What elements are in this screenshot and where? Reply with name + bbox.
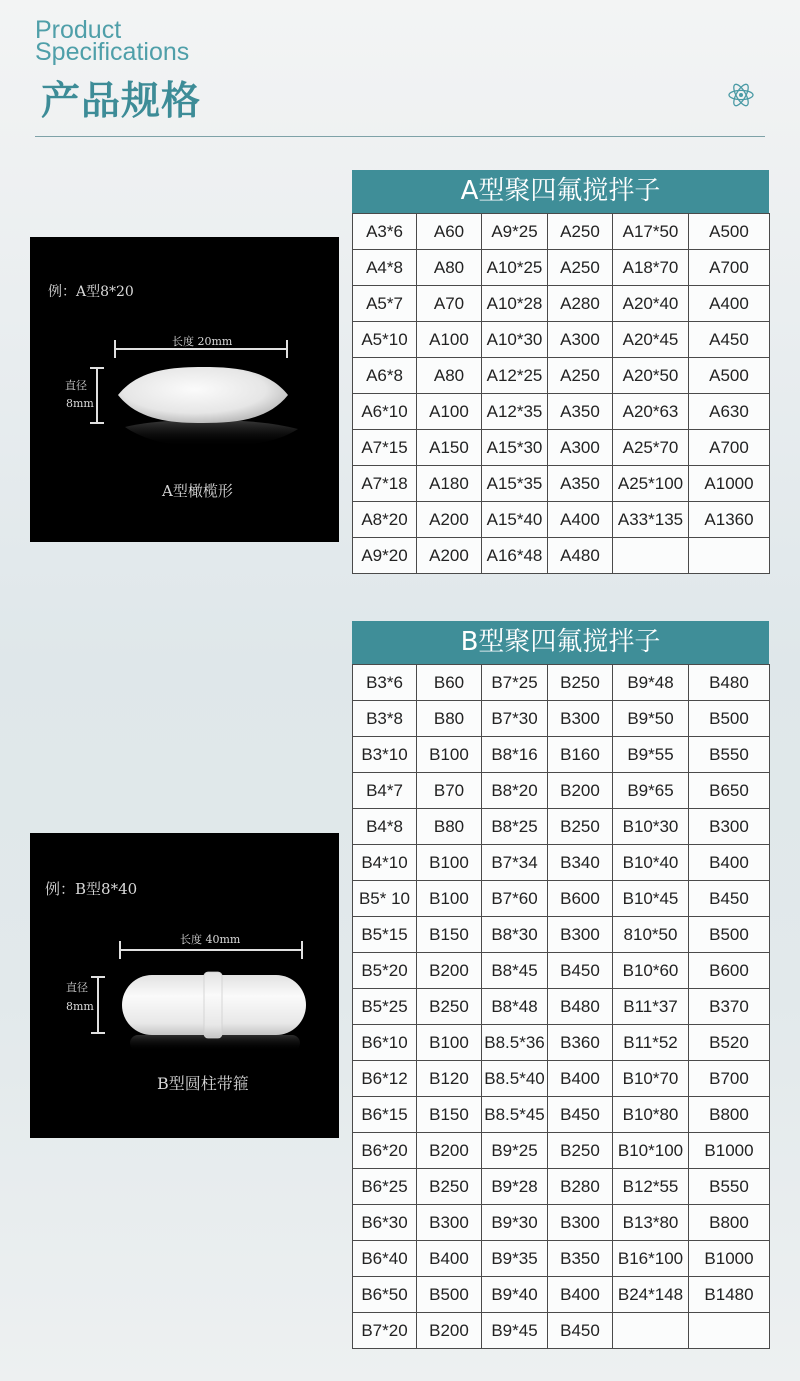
model-code-cell: A400 bbox=[689, 286, 770, 322]
size-cell: B6*12 bbox=[353, 1061, 417, 1097]
size-cell: B10*100 bbox=[613, 1133, 689, 1169]
model-code-cell: B550 bbox=[689, 1169, 770, 1205]
table-row bbox=[353, 737, 770, 773]
model-code-cell: B250 bbox=[548, 809, 613, 845]
model-code-cell: B480 bbox=[689, 665, 770, 701]
spec-grid bbox=[352, 664, 770, 1349]
model-code-cell: B400 bbox=[548, 1061, 613, 1097]
model-code-cell: B100 bbox=[417, 881, 482, 917]
empty-cell bbox=[613, 538, 689, 574]
model-code-cell: A100 bbox=[417, 394, 482, 430]
empty-cell bbox=[689, 538, 770, 574]
size-cell: B6*20 bbox=[353, 1133, 417, 1169]
model-code-cell: B450 bbox=[689, 881, 770, 917]
size-cell: B7*60 bbox=[482, 881, 548, 917]
table-row bbox=[353, 845, 770, 881]
size-cell: B9*48 bbox=[613, 665, 689, 701]
size-cell: A25*100 bbox=[613, 466, 689, 502]
model-code-cell: A500 bbox=[689, 214, 770, 250]
size-cell: B5*15 bbox=[353, 917, 417, 953]
size-cell: A18*70 bbox=[613, 250, 689, 286]
model-code-cell: B80 bbox=[417, 809, 482, 845]
atom-icon bbox=[726, 80, 756, 110]
size-cell: B7*34 bbox=[482, 845, 548, 881]
diameter-label: 直径 bbox=[65, 379, 87, 392]
stir-bar-band bbox=[204, 972, 222, 1038]
model-code-cell: A200 bbox=[417, 538, 482, 574]
table-row bbox=[353, 322, 770, 358]
model-code-cell: B550 bbox=[689, 737, 770, 773]
size-cell: A5*7 bbox=[353, 286, 417, 322]
size-cell: B4*10 bbox=[353, 845, 417, 881]
header-divider bbox=[35, 136, 765, 137]
model-code-cell: B1480 bbox=[689, 1277, 770, 1313]
model-code-cell: A630 bbox=[689, 394, 770, 430]
table-title: A型聚四氟搅拌子 bbox=[352, 170, 769, 213]
size-cell: B9*30 bbox=[482, 1205, 548, 1241]
model-code-cell: B200 bbox=[417, 953, 482, 989]
model-code-cell: A250 bbox=[548, 214, 613, 250]
size-cell: B8*16 bbox=[482, 737, 548, 773]
size-cell: B7*30 bbox=[482, 701, 548, 737]
table-row bbox=[353, 1277, 770, 1313]
size-cell: B5*25 bbox=[353, 989, 417, 1025]
table-row bbox=[353, 989, 770, 1025]
size-cell: B8*25 bbox=[482, 809, 548, 845]
size-cell: A4*8 bbox=[353, 250, 417, 286]
size-cell: B6*25 bbox=[353, 1169, 417, 1205]
table-row bbox=[353, 1313, 770, 1349]
size-cell: A20*40 bbox=[613, 286, 689, 322]
table-row bbox=[353, 250, 770, 286]
size-cell: B9*50 bbox=[613, 701, 689, 737]
table-row bbox=[353, 1061, 770, 1097]
model-code-cell: B70 bbox=[417, 773, 482, 809]
model-code-cell: A1000 bbox=[689, 466, 770, 502]
size-cell: B9*28 bbox=[482, 1169, 548, 1205]
size-cell: B8*30 bbox=[482, 917, 548, 953]
model-code-cell: B500 bbox=[689, 917, 770, 953]
size-cell: B9*35 bbox=[482, 1241, 548, 1277]
size-cell: B7*25 bbox=[482, 665, 548, 701]
model-code-cell: A400 bbox=[548, 502, 613, 538]
model-code-cell: B160 bbox=[548, 737, 613, 773]
size-cell: B6*15 bbox=[353, 1097, 417, 1133]
model-code-cell: B350 bbox=[548, 1241, 613, 1277]
size-cell: B8*48 bbox=[482, 989, 548, 1025]
title-en-line1: Product bbox=[35, 16, 122, 44]
model-code-cell: B520 bbox=[689, 1025, 770, 1061]
size-cell: B10*60 bbox=[613, 953, 689, 989]
model-code-cell: B500 bbox=[689, 701, 770, 737]
model-code-cell: B370 bbox=[689, 989, 770, 1025]
table-row bbox=[353, 358, 770, 394]
table-row bbox=[353, 809, 770, 845]
model-code-cell: A70 bbox=[417, 286, 482, 322]
b-type-spec-table bbox=[352, 621, 769, 1349]
model-code-cell: A250 bbox=[548, 250, 613, 286]
model-code-cell: A700 bbox=[689, 430, 770, 466]
size-cell: B13*80 bbox=[613, 1205, 689, 1241]
model-code-cell: B1000 bbox=[689, 1133, 770, 1169]
shape-caption: B型圆柱带箍 bbox=[157, 1074, 249, 1093]
a-type-product-photo bbox=[30, 237, 339, 542]
model-code-cell: B400 bbox=[548, 1277, 613, 1313]
size-cell: B10*70 bbox=[613, 1061, 689, 1097]
model-code-cell: B450 bbox=[548, 1097, 613, 1133]
size-cell: B3*6 bbox=[353, 665, 417, 701]
model-code-cell: A1360 bbox=[689, 502, 770, 538]
size-cell: B7*20 bbox=[353, 1313, 417, 1349]
model-code-cell: B250 bbox=[417, 989, 482, 1025]
size-cell: B16*100 bbox=[613, 1241, 689, 1277]
size-cell: A10*30 bbox=[482, 322, 548, 358]
size-cell: A16*48 bbox=[482, 538, 548, 574]
size-cell: A25*70 bbox=[613, 430, 689, 466]
size-cell: B6*10 bbox=[353, 1025, 417, 1061]
model-code-cell: B800 bbox=[689, 1097, 770, 1133]
size-cell: B8*20 bbox=[482, 773, 548, 809]
size-cell: B11*37 bbox=[613, 989, 689, 1025]
table-row bbox=[353, 466, 770, 502]
size-cell: A8*20 bbox=[353, 502, 417, 538]
model-code-cell: B200 bbox=[417, 1133, 482, 1169]
model-code-cell: A200 bbox=[417, 502, 482, 538]
model-code-cell: B200 bbox=[417, 1313, 482, 1349]
model-code-cell: A80 bbox=[417, 358, 482, 394]
size-cell: A20*50 bbox=[613, 358, 689, 394]
size-cell: A20*63 bbox=[613, 394, 689, 430]
empty-cell bbox=[613, 1313, 689, 1349]
model-code-cell: B100 bbox=[417, 1025, 482, 1061]
size-cell: B12*55 bbox=[613, 1169, 689, 1205]
size-cell: B10*40 bbox=[613, 845, 689, 881]
model-code-cell: B700 bbox=[689, 1061, 770, 1097]
size-cell: A7*15 bbox=[353, 430, 417, 466]
table-row bbox=[353, 953, 770, 989]
size-cell: B6*40 bbox=[353, 1241, 417, 1277]
size-cell: A10*28 bbox=[482, 286, 548, 322]
size-cell: 810*50 bbox=[613, 917, 689, 953]
b-type-product-photo bbox=[30, 833, 339, 1138]
model-code-cell: B600 bbox=[689, 953, 770, 989]
model-code-cell: A300 bbox=[548, 430, 613, 466]
size-cell: B24*148 bbox=[613, 1277, 689, 1313]
table-row bbox=[353, 773, 770, 809]
size-cell: B8.5*45 bbox=[482, 1097, 548, 1133]
size-cell: B4*7 bbox=[353, 773, 417, 809]
model-code-cell: B340 bbox=[548, 845, 613, 881]
model-code-cell: A100 bbox=[417, 322, 482, 358]
size-cell: B3*8 bbox=[353, 701, 417, 737]
size-cell: A9*25 bbox=[482, 214, 548, 250]
size-cell: B5* 10 bbox=[353, 881, 417, 917]
size-cell: A6*8 bbox=[353, 358, 417, 394]
model-code-cell: A280 bbox=[548, 286, 613, 322]
diameter-value: 8mm bbox=[66, 397, 94, 410]
model-code-cell: B250 bbox=[417, 1169, 482, 1205]
model-code-cell: A180 bbox=[417, 466, 482, 502]
table-title: B型聚四氟搅拌子 bbox=[352, 621, 769, 664]
empty-cell bbox=[689, 1313, 770, 1349]
spec-grid-body bbox=[353, 214, 770, 574]
model-code-cell: B100 bbox=[417, 845, 482, 881]
size-cell: B8*45 bbox=[482, 953, 548, 989]
size-cell: B10*45 bbox=[613, 881, 689, 917]
model-code-cell: B250 bbox=[548, 1133, 613, 1169]
spec-grid bbox=[352, 213, 770, 574]
table-row bbox=[353, 394, 770, 430]
table-row bbox=[353, 665, 770, 701]
diameter-label: 直径 bbox=[66, 981, 88, 994]
model-code-cell: B200 bbox=[548, 773, 613, 809]
model-code-cell: A500 bbox=[689, 358, 770, 394]
model-code-cell: B360 bbox=[548, 1025, 613, 1061]
diameter-value: 8mm bbox=[66, 1000, 94, 1013]
length-label: 长度 20mm bbox=[172, 335, 233, 348]
size-cell: A12*35 bbox=[482, 394, 548, 430]
a-type-spec-table bbox=[352, 170, 769, 574]
model-code-cell: B300 bbox=[548, 1205, 613, 1241]
table-row bbox=[353, 1169, 770, 1205]
example-label: 例：A型8*20 bbox=[48, 284, 134, 300]
model-code-cell: A450 bbox=[689, 322, 770, 358]
size-cell: A20*45 bbox=[613, 322, 689, 358]
table-row bbox=[353, 1133, 770, 1169]
shape-caption: A型橄榄形 bbox=[162, 482, 233, 500]
model-code-cell: B150 bbox=[417, 917, 482, 953]
table-row bbox=[353, 1205, 770, 1241]
size-cell: B6*30 bbox=[353, 1205, 417, 1241]
model-code-cell: B1000 bbox=[689, 1241, 770, 1277]
model-code-cell: B450 bbox=[548, 953, 613, 989]
size-cell: B9*65 bbox=[613, 773, 689, 809]
model-code-cell: A250 bbox=[548, 358, 613, 394]
stir-bar-reflection bbox=[125, 420, 298, 447]
size-cell: B10*30 bbox=[613, 809, 689, 845]
size-cell: B9*40 bbox=[482, 1277, 548, 1313]
table-row bbox=[353, 538, 770, 574]
size-cell: A17*50 bbox=[613, 214, 689, 250]
model-code-cell: B80 bbox=[417, 701, 482, 737]
size-cell: B9*45 bbox=[482, 1313, 548, 1349]
table-row bbox=[353, 214, 770, 250]
table-row bbox=[353, 1241, 770, 1277]
size-cell: B9*25 bbox=[482, 1133, 548, 1169]
model-code-cell: B280 bbox=[548, 1169, 613, 1205]
model-code-cell: B480 bbox=[548, 989, 613, 1025]
size-cell: A10*25 bbox=[482, 250, 548, 286]
model-code-cell: B500 bbox=[417, 1277, 482, 1313]
model-code-cell: B300 bbox=[548, 917, 613, 953]
section-title-english bbox=[35, 16, 190, 66]
model-code-cell: B450 bbox=[548, 1313, 613, 1349]
model-code-cell: B400 bbox=[417, 1241, 482, 1277]
table-row bbox=[353, 430, 770, 466]
size-cell: A15*35 bbox=[482, 466, 548, 502]
size-cell: A9*20 bbox=[353, 538, 417, 574]
table-row bbox=[353, 917, 770, 953]
size-cell: B9*55 bbox=[613, 737, 689, 773]
spec-grid-body bbox=[353, 665, 770, 1349]
table-row bbox=[353, 502, 770, 538]
size-cell: A15*40 bbox=[482, 502, 548, 538]
model-code-cell: A60 bbox=[417, 214, 482, 250]
size-cell: A33*135 bbox=[613, 502, 689, 538]
size-cell: B8.5*36 bbox=[482, 1025, 548, 1061]
size-cell: A12*25 bbox=[482, 358, 548, 394]
section-title-chinese: 产品规格 bbox=[41, 79, 202, 124]
size-cell: A3*6 bbox=[353, 214, 417, 250]
example-label: 例：B型8*40 bbox=[45, 880, 138, 898]
model-code-cell: A80 bbox=[417, 250, 482, 286]
model-code-cell: B800 bbox=[689, 1205, 770, 1241]
olive-stir-bar-shape bbox=[118, 367, 288, 423]
size-cell: B6*50 bbox=[353, 1277, 417, 1313]
size-cell: B3*10 bbox=[353, 737, 417, 773]
model-code-cell: B60 bbox=[417, 665, 482, 701]
diameter-dimension-line bbox=[90, 368, 104, 423]
model-code-cell: A700 bbox=[689, 250, 770, 286]
size-cell: A5*10 bbox=[353, 322, 417, 358]
table-row bbox=[353, 1097, 770, 1133]
model-code-cell: B300 bbox=[689, 809, 770, 845]
model-code-cell: B100 bbox=[417, 737, 482, 773]
length-label: 长度 40mm bbox=[180, 933, 241, 946]
table-row bbox=[353, 701, 770, 737]
model-code-cell: B120 bbox=[417, 1061, 482, 1097]
model-code-cell: B300 bbox=[417, 1205, 482, 1241]
model-code-cell: A480 bbox=[548, 538, 613, 574]
table-row bbox=[353, 286, 770, 322]
size-cell: A6*10 bbox=[353, 394, 417, 430]
model-code-cell: A350 bbox=[548, 466, 613, 502]
size-cell: B10*80 bbox=[613, 1097, 689, 1133]
model-code-cell: B300 bbox=[548, 701, 613, 737]
model-code-cell: B400 bbox=[689, 845, 770, 881]
model-code-cell: A350 bbox=[548, 394, 613, 430]
table-row bbox=[353, 1025, 770, 1061]
model-code-cell: B600 bbox=[548, 881, 613, 917]
size-cell: B11*52 bbox=[613, 1025, 689, 1061]
size-cell: B4*8 bbox=[353, 809, 417, 845]
size-cell: A15*30 bbox=[482, 430, 548, 466]
size-cell: B5*20 bbox=[353, 953, 417, 989]
title-en-line2: Specifications bbox=[35, 38, 190, 66]
model-code-cell: A300 bbox=[548, 322, 613, 358]
model-code-cell: B250 bbox=[548, 665, 613, 701]
model-code-cell: A150 bbox=[417, 430, 482, 466]
model-code-cell: B150 bbox=[417, 1097, 482, 1133]
table-row bbox=[353, 881, 770, 917]
model-code-cell: B650 bbox=[689, 773, 770, 809]
size-cell: A7*18 bbox=[353, 466, 417, 502]
size-cell: B8.5*40 bbox=[482, 1061, 548, 1097]
